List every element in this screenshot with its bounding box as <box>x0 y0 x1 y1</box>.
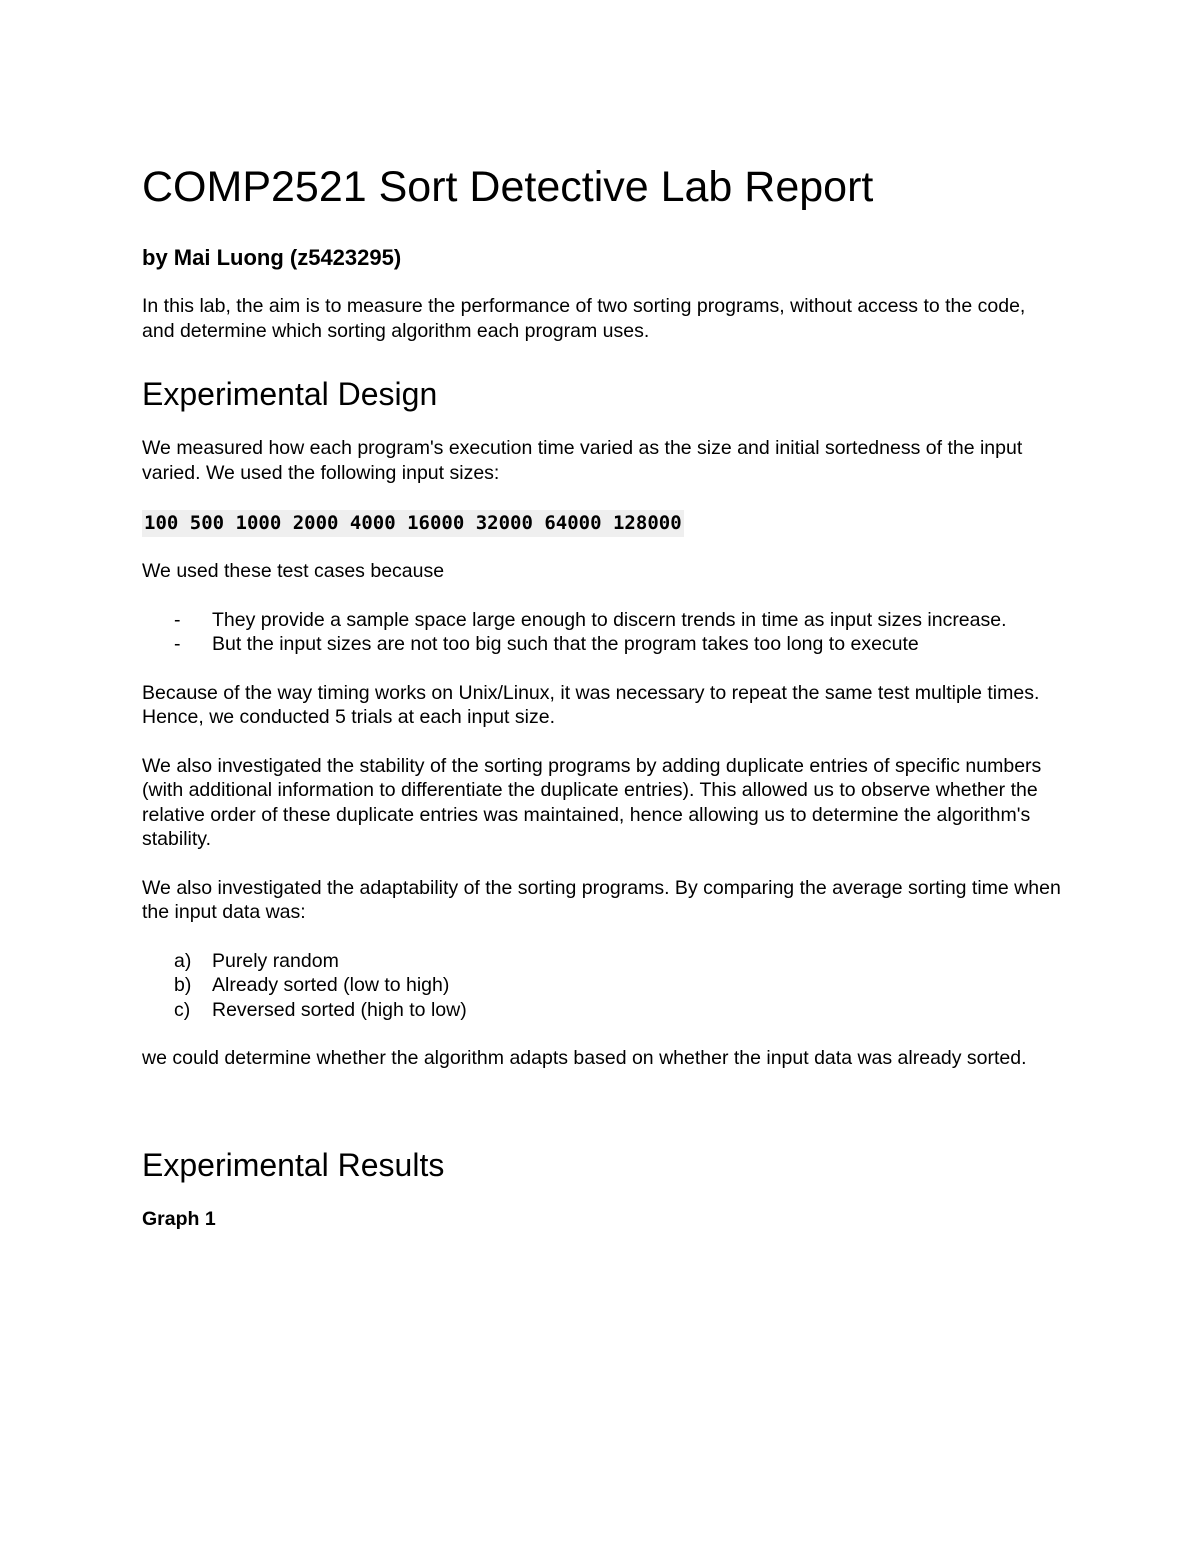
list-item-text: But the input sizes are not too big such that the program takes too long to execute <box>212 633 919 655</box>
stability-paragraph: We also investigated the stability of the sorting programs by adding duplicate entries of specific numbers (with additional information to differentiate the duplicate entries). This allowed us to observe whether the relative order of these duplicate entries was maintained, hence allowing us to determine the algorithm's stability. <box>142 754 1042 850</box>
conclusion-paragraph: we could determine whether the algorithm adapts based on whether the input data was already sorted. <box>142 1047 1027 1069</box>
list-item-text: They provide a sample space large enough to discern trends in time as input sizes increase. <box>212 608 1007 631</box>
measured-paragraph: We measured how each program's execution time varied as the size and initial sortedness of the input varied. We used the following input sizes: <box>142 437 1023 484</box>
list-marker: c) <box>174 998 191 1021</box>
document-page <box>142 160 1062 1231</box>
list-item-text: Reversed sorted (high to low) <box>212 998 467 1021</box>
section-heading-experimental-design: Experimental Design <box>142 376 438 412</box>
list-item <box>142 608 1062 633</box>
adaptability-paragraph: We also investigated the adaptability of the sorting programs. By comparing the average sorting time when the input data was: <box>142 876 1061 923</box>
author-byline: by Mai Luong (z5423295) <box>142 245 402 270</box>
reasons-list <box>142 608 1062 657</box>
input-sizes-code: 100 500 1000 2000 4000 16000 32000 64000 128000 <box>142 510 684 537</box>
list-item <box>142 949 1062 974</box>
list-item-text: Already sorted (low to high) <box>212 974 450 996</box>
list-item <box>142 973 1062 998</box>
timing-paragraph: Because of the way timing works on Unix/Linux, it was necessary to repeat the same test multiple times. Hence, we conducted 5 trials at each input size. <box>142 681 1040 728</box>
document-title: COMP2521 Sort Detective Lab Report <box>142 163 874 211</box>
input-kinds-list <box>142 949 1062 1023</box>
section-heading-experimental-results: Experimental Results <box>142 1146 445 1183</box>
list-marker: b) <box>174 974 192 996</box>
list-marker: a) <box>174 949 192 972</box>
list-marker: - <box>174 608 181 631</box>
test-cases-intro: We used these test cases because <box>142 560 445 582</box>
graph-label: Graph 1 <box>142 1207 216 1230</box>
list-item <box>142 632 1062 657</box>
list-item <box>142 998 1062 1023</box>
list-item-text: Purely random <box>212 949 339 972</box>
intro-paragraph: In this lab, the aim is to measure the performance of two sorting programs, without access to the code, and determine which sorting algorithm each program uses. <box>142 295 1026 342</box>
list-marker: - <box>174 633 181 655</box>
